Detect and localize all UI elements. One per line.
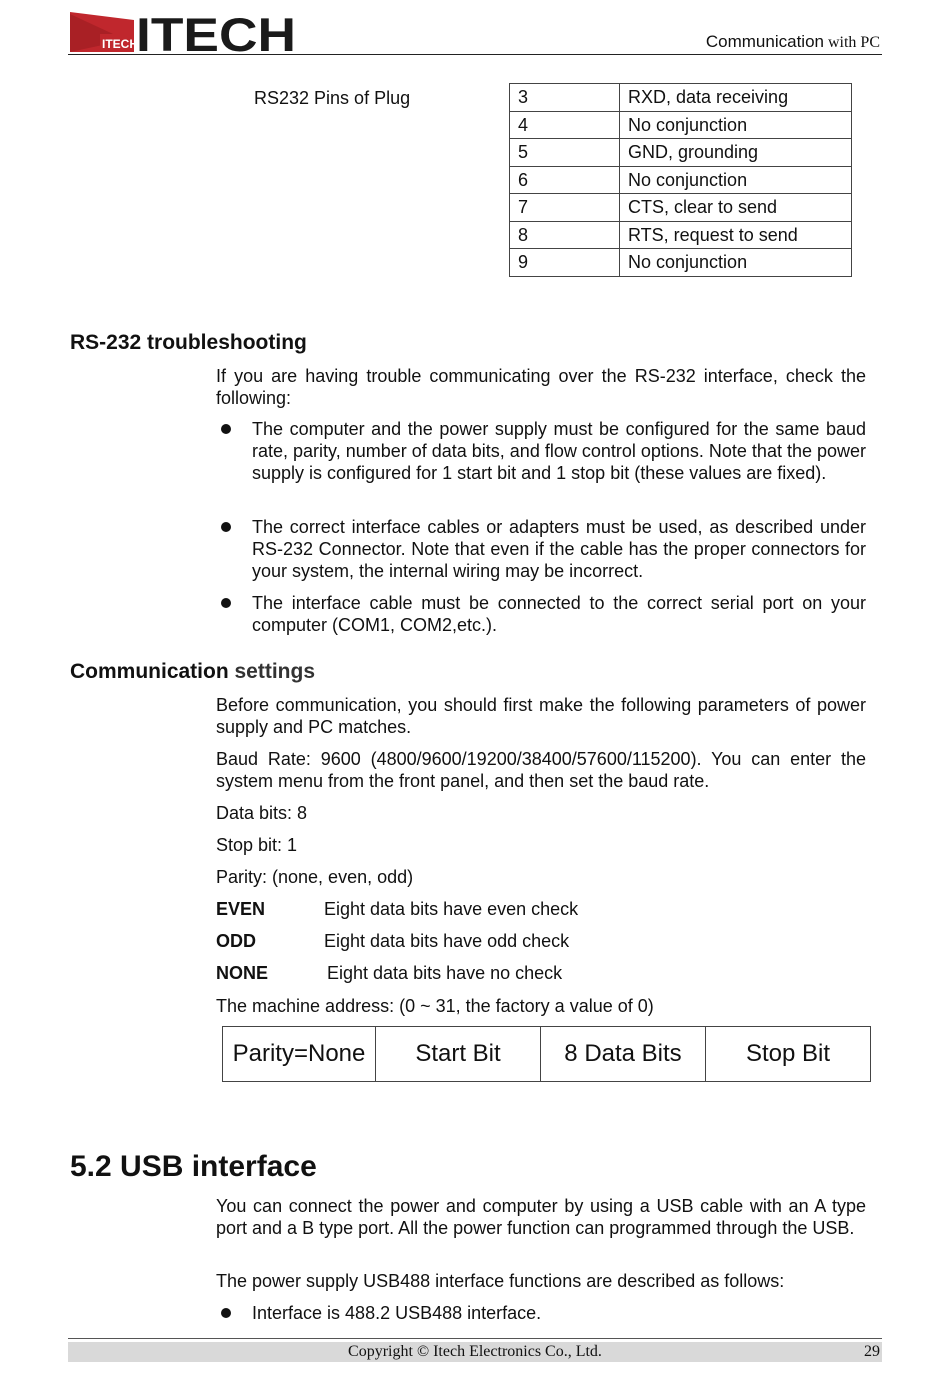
- pin-description: CTS, clear to send: [620, 194, 852, 222]
- pin-description: RXD, data receiving: [620, 84, 852, 112]
- bullet-icon: [221, 424, 231, 434]
- pin-number: 3: [510, 84, 620, 112]
- pins-label: RS232 Pins of Plug: [254, 88, 411, 108]
- troubleshooting-heading: RS-232 troubleshooting: [70, 331, 307, 354]
- stop-bit-line: Stop bit: 1: [216, 835, 298, 855]
- table-row: [510, 166, 852, 194]
- pin-number: 5: [510, 139, 620, 167]
- pin-description: No conjunction: [620, 249, 852, 277]
- comm-heading-a: Communication: [70, 660, 229, 683]
- pin-number: 4: [510, 111, 620, 139]
- usb-paragraph-1: You can connect the power and computer by using a USB cable with an A type port and a B type port. All the power function can programmed through the USB.: [216, 1196, 866, 1238]
- header-rule: [68, 54, 882, 55]
- frame-format-table: [222, 1026, 871, 1082]
- page-number: 29: [864, 1343, 880, 1360]
- bullet-text: Interface is 488.2 USB488 interface.: [252, 1303, 542, 1323]
- table-row: [510, 111, 852, 139]
- comm-heading: [70, 660, 315, 684]
- list-item: [216, 516, 866, 582]
- pin-number: 7: [510, 194, 620, 222]
- table-row: [223, 1027, 871, 1082]
- pins-table: [509, 83, 852, 277]
- frame-cell: Parity=None: [223, 1027, 376, 1082]
- section-header-b: with PC: [823, 34, 880, 51]
- bullet-text: The computer and the power supply must be configured for the same baud rate, parity, number of data bits, and flow control options. Note that the power supply is configured for 1 start bit and 1 stop bit (these values are fixed).: [252, 419, 867, 483]
- comm-paragraph-1: Before communication, you should first make the following parameters of power supply and PC matches.: [216, 695, 866, 737]
- parity-line: Parity: (none, even, odd): [216, 867, 414, 887]
- bullet-text: The correct interface cables or adapters must be used, as described under RS-232 Connector. Note that even if the cable has the proper connectors for your system, the internal wiring may be incorrect.: [252, 517, 866, 581]
- table-row: [510, 249, 852, 277]
- bullet-icon: [221, 522, 231, 532]
- parity-key: ODD: [216, 931, 256, 951]
- pin-description: No conjunction: [620, 166, 852, 194]
- table-row: [510, 84, 852, 112]
- parity-desc: Eight data bits have no check: [327, 963, 563, 983]
- list-item: [216, 418, 866, 484]
- footer-copyright: Copyright © Itech Electronics Co., Ltd.: [348, 1343, 602, 1360]
- itech-logo: [70, 10, 300, 54]
- usb-heading: 5.2 USB interface: [70, 1150, 317, 1183]
- list-item: [216, 592, 866, 636]
- parity-desc: Eight data bits have even check: [324, 899, 579, 919]
- footer-rule: [68, 1338, 882, 1339]
- list-item: [216, 1302, 866, 1324]
- pin-description: No conjunction: [620, 111, 852, 139]
- troubleshooting-intro: If you are having trouble communicating over the RS-232 interface, check the following:: [216, 366, 866, 408]
- section-header-a: Communication: [705, 32, 824, 51]
- pin-description: RTS, request to send: [620, 221, 852, 249]
- logo-small-text: ITECH: [102, 37, 138, 51]
- section-header: [706, 32, 880, 52]
- comm-paragraph-2: Baud Rate: 9600 (4800/9600/19200/38400/57600/115200). You can enter the system menu from the front panel, and then set the baud rate.: [216, 749, 866, 791]
- data-bits-line: Data bits: 8: [216, 803, 308, 823]
- bullet-text: The interface cable must be connected to the correct serial port on your computer (COM1, COM2,etc.).: [252, 593, 866, 635]
- bullet-icon: [221, 598, 231, 608]
- table-row: [510, 194, 852, 222]
- parity-key: NONE: [216, 963, 269, 983]
- pin-number: 6: [510, 166, 620, 194]
- frame-cell: Start Bit: [376, 1027, 541, 1082]
- frame-cell: 8 Data Bits: [541, 1027, 706, 1082]
- pin-number: 8: [510, 221, 620, 249]
- logo-large-text: ITECH: [136, 10, 296, 54]
- pin-description: GND, grounding: [620, 139, 852, 167]
- table-row: [510, 221, 852, 249]
- parity-key: EVEN: [216, 899, 266, 919]
- frame-cell: Stop Bit: [706, 1027, 871, 1082]
- table-row: [510, 139, 852, 167]
- comm-heading-b: settings: [228, 660, 316, 683]
- pin-number: 9: [510, 249, 620, 277]
- machine-address-line: The machine address: (0 ~ 31, the factory a value of 0): [216, 996, 654, 1016]
- parity-desc: Eight data bits have odd check: [324, 931, 570, 951]
- usb-paragraph-2: The power supply USB488 interface functions are described as follows:: [216, 1271, 785, 1291]
- bullet-icon: [221, 1308, 231, 1318]
